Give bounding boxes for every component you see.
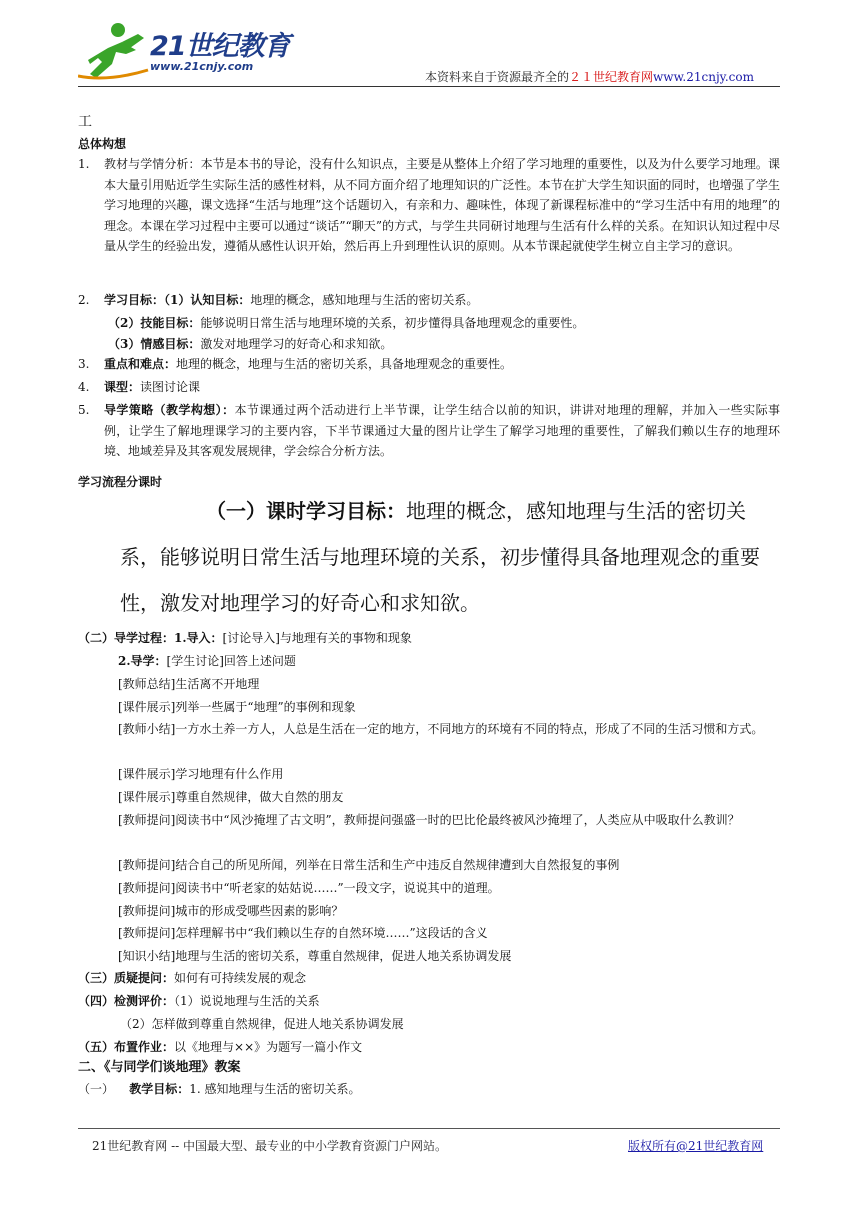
footer-slogan: 21世纪教育网 -- 中国最大型、最专业的中小学教育资源门户网站。 — [92, 1139, 448, 1153]
item-emotion-label: （3）情感目标： — [108, 337, 201, 351]
item-number-4: 4. — [78, 380, 90, 394]
lesson-goal-text: 地理的概念，感知地理与生活的密切关系，能够说明日常生活与地理环境的关系，初步懂得具备地理观念的重要性，激发对地理学习的好奇心和求知欲。 — [120, 499, 760, 615]
top-char: 工 — [78, 114, 92, 130]
homework-section — [78, 1037, 362, 1057]
item-goals-text: 地理的概念，感知地理与生活的密切关系。 — [250, 293, 479, 307]
step-5: [课件展示]尊重自然规律，做大自然的朋友 — [118, 790, 344, 804]
lesson-goal-label: （一）课时学习目标： — [206, 499, 406, 523]
step-7: [教师提问]结合自己的所见所闻，列举在日常生活和生产中违反自然规律遭到大自然报复的事例 — [118, 858, 620, 872]
header-note — [425, 68, 754, 85]
process-text: [讨论导入]与地理有关的事物和现象 — [222, 631, 412, 645]
guide-label: 2.导学： — [118, 654, 167, 668]
page-header — [78, 20, 780, 88]
overall-title: 总体构想 — [78, 137, 127, 151]
header-divider — [78, 86, 780, 87]
guide-text: [学生讨论]回答上述问题 — [166, 654, 296, 668]
evaluation-section — [78, 991, 320, 1011]
item-strategy-text: 本节课通过两个活动进行上半节课，让学生结合以前的知识，讲讲对地理的理解，并加入一些实际事例，让学生了解地理课学习的主要内容，下半节课通过大量的图片让学生了解学习地理的重要性，了解我们赖以生存的地理环境、地域差异及其客观发展规律，学会综合分析方法。 — [104, 403, 780, 458]
header-note-url[interactable]: www.21cnjy.com — [653, 70, 754, 84]
step-6: [教师提问]阅读书中“风沙掩埋了古文明”，教师提问强盛一时的巴比伦最终被风沙掩埋了，人类应从中吸取什么教训？ — [118, 813, 740, 827]
homework-text: 以《地理与××》为题写一篇小作文 — [174, 1040, 363, 1054]
header-note-site: ２１世纪教育网 — [569, 70, 654, 84]
item-key-label: 重点和难点： — [104, 357, 177, 371]
item-goals-label: 学习目标：（1）认知目标： — [104, 293, 251, 307]
item-number-2: 2. — [78, 293, 90, 307]
teaching-goal-text: 1. 感知地理与生活的密切关系。 — [189, 1082, 361, 1096]
header-note-prefix: 本资料来自于资源最齐全的 — [425, 70, 570, 84]
guide-line — [118, 651, 296, 671]
item-number-3: 3. — [78, 357, 90, 371]
evaluation-text-2: （2）怎样做到尊重自然规律，促进人地关系协调发展 — [120, 1017, 404, 1031]
part2-title: 二、《与同学们谈地理》教案 — [78, 1060, 241, 1075]
evaluation-text: （1）说说地理与生活的关系 — [174, 994, 320, 1008]
teaching-goal-label: 教学目标： — [129, 1082, 190, 1096]
process-line — [78, 628, 780, 648]
item-key-text: 地理的概念，地理与生活的密切关系，具备地理观念的重要性。 — [176, 357, 513, 371]
step-3: [教师小结]一方水土养一方人，人总是生活在一定的地方，不同地方的环境有不同的特点，形成了不同的生活习惯和方式。 — [118, 722, 764, 736]
item-type-text: 读图讨论课 — [140, 380, 201, 394]
item-skill-label: （2）技能目标： — [108, 316, 201, 330]
footer-copyright-link[interactable]: 版权所有@21世纪教育网 — [628, 1139, 764, 1153]
question-label: （三）质疑提问： — [78, 971, 175, 985]
item-skill-goal — [108, 313, 784, 334]
homework-label: （五）布置作业： — [78, 1040, 175, 1054]
item-goals — [104, 290, 780, 311]
teaching-goal — [78, 1079, 361, 1099]
process-label: （二）导学过程：1.导入： — [78, 631, 223, 645]
footer-divider — [78, 1128, 780, 1129]
item-strategy-label: 导学策略（教学构想）： — [104, 403, 235, 417]
step-4: [课件展示]学习地理有什么作用 — [118, 767, 284, 781]
item-emotion-goal — [108, 334, 784, 355]
item-analysis: 教材与学情分析：本节是本书的导论，没有什么知识点，主要是从整体上介绍了学习地理的重要性，以及为什么要学习地理。课本大量引用贴近学生实际生活的感性材料，从不同方面介绍了地理知识的广泛性。本节在扩大学生知识面的同时，也增强了学生学习地理的兴趣，课文选择“生活与地理”这个话题切入，有亲和力、趣味性，体现了新课程标准中的“学习生活中有用的地理”的理念。本课在学习过程中主要可以通过“谈话”“聊天”的方式，与学生共同研讨地理与生活有什么样的关系。在知识认知过程中尽量从学生的经验出发，遵循从感性认识开始，然后再上升到理性认识的原则。从本节课起就使学生树立自主学习的意识。 — [104, 157, 780, 253]
logo-text: 21世纪教育 — [150, 31, 290, 62]
step-11: [知识小结]地理与生活的密切关系，尊重自然规律，促进人地关系协调发展 — [118, 949, 512, 963]
lesson-goal — [120, 488, 780, 626]
step-10: [教师提问]怎样理解书中“我们赖以生存的自然环境……”这段话的含义 — [118, 926, 488, 940]
teaching-goal-index: （一） — [78, 1082, 115, 1096]
step-1: [教师总结]生活离不开地理 — [118, 677, 260, 691]
item-lesson-type — [104, 377, 780, 398]
step-2: [课件展示]列举一些属于“地理”的事例和现象 — [118, 700, 356, 714]
flow-title: 学习流程分课时 — [78, 475, 163, 489]
step-9: [教师提问]城市的形成受哪些因素的影响？ — [118, 904, 344, 918]
item-number-1: 1. — [78, 157, 90, 171]
item-key-points — [104, 354, 780, 375]
item-emotion-text: 激发对地理学习的好奇心和求知欲。 — [200, 337, 393, 351]
item-strategy — [104, 400, 780, 462]
step-8: [教师提问]阅读书中“听老家的姑姑说……”一段文字，说说其中的道理。 — [118, 881, 500, 895]
item-skill-text: 能够说明日常生活与地理环境的关系，初步懂得具备地理观念的重要性。 — [200, 316, 585, 330]
question-text: 如何有可持续发展的观念 — [174, 971, 307, 985]
question-section — [78, 968, 306, 988]
item-number-5: 5. — [78, 403, 90, 417]
logo-url: www.21cnjy.com — [150, 60, 254, 73]
evaluation-label: （四）检测评价： — [78, 994, 175, 1008]
item-type-label: 课型： — [104, 380, 141, 394]
